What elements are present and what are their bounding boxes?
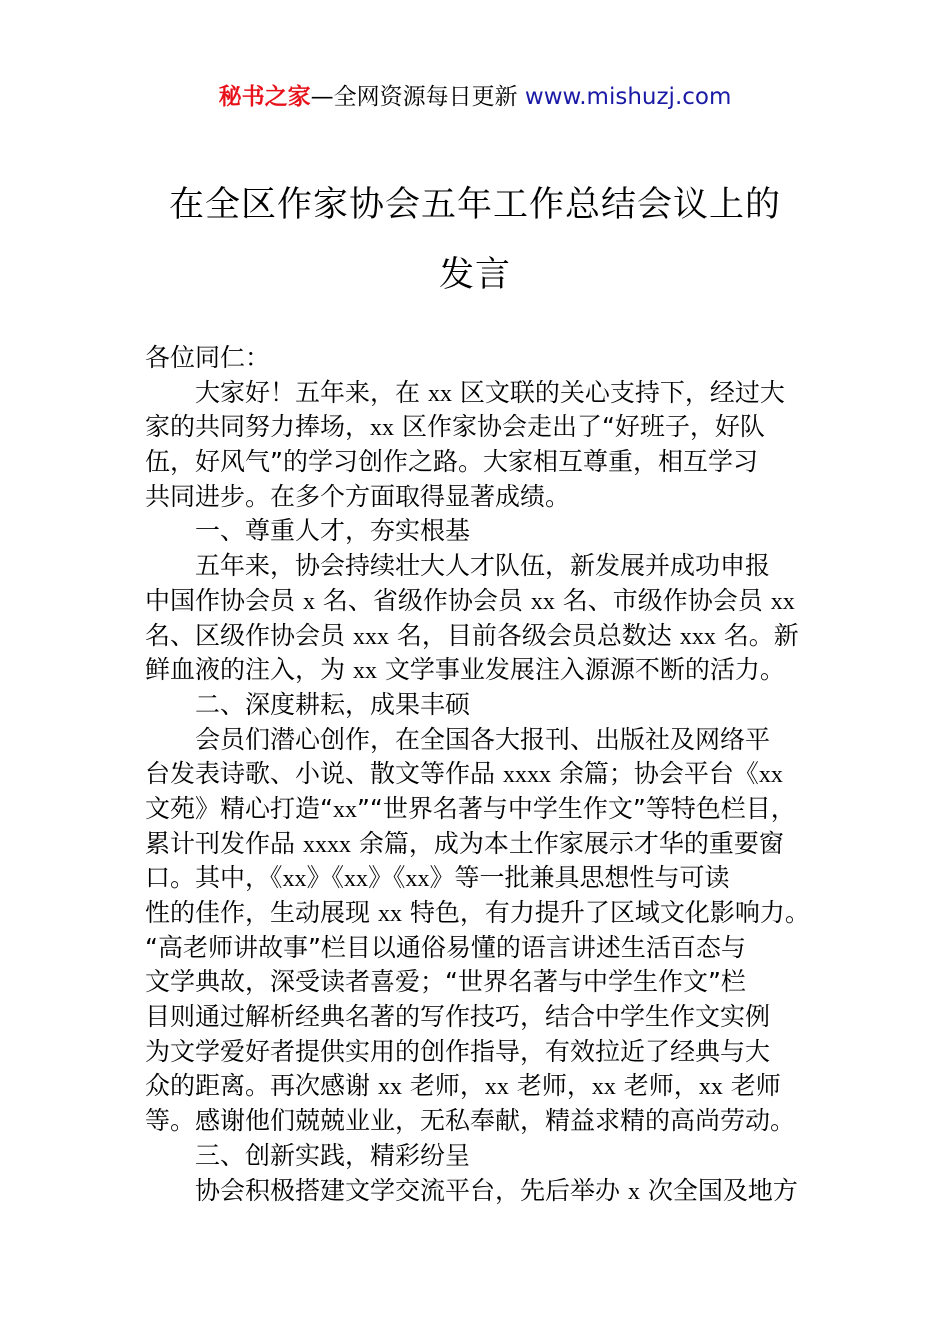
- body-text-line: 性的佳作，生动展现 xx 特色，有力提升了区域文化影响力。: [145, 898, 810, 927]
- document-title: [0, 170, 950, 310]
- body-text-line: 各位同仁：: [145, 343, 271, 372]
- title-line-2: 发言: [438, 255, 511, 295]
- body-text-line: “高老师讲故事”栏目以通俗易懂的语言讲述生活百态与: [145, 932, 746, 962]
- site-url-link[interactable]: www.mishuzj.com: [524, 84, 732, 110]
- body-text-line: 鲜血液的注入，为 xx 文学事业发展注入源源不断的活力。: [145, 655, 785, 685]
- body-text-line: 文学典故，深受读者喜爱；“世界名著与中学生作文”栏: [145, 967, 746, 997]
- body-text-line: 口。其中，《xx》《xx》《xx》等一批兼具思想性与可读: [145, 863, 730, 893]
- body-text-line: 家的共同努力捧场，xx 区作家协会走出了“好班子，好队: [145, 412, 765, 442]
- body-text-line: 协会积极搭建文学交流平台，先后举办 x 次全国及地方: [195, 1175, 798, 1205]
- body-text-line: 众的距离。再次感谢 xx 老师，xx 老师，xx 老师，xx 老师: [145, 1071, 781, 1101]
- body-text-line: 共同进步。在多个方面取得显著成绩。: [145, 481, 571, 511]
- body-text-line: 三、创新实践，精彩纷呈: [195, 1140, 471, 1170]
- header-tagline: —全网资源每日更新: [310, 84, 518, 110]
- site-header: [0, 80, 950, 114]
- body-text-line: 伍，好风气”的学习创作之路。大家相互尊重，相互学习: [145, 447, 758, 477]
- body-text-line: 中国作协会员 x 名、省级作协会员 xx 名、市级作协会员 xx: [145, 585, 795, 615]
- body-text-line: 为文学爱好者提供实用的创作指导，有效拉近了经典与大: [145, 1036, 771, 1066]
- body-text-line: 累计刊发作品 xxxx 余篇，成为本土作家展示才华的重要窗: [145, 828, 784, 858]
- body-text-line: 五年来，协会持续壮大人才队伍，新发展并成功申报: [195, 551, 771, 581]
- body-text-line: 大家好！五年来，在 xx 区文联的关心支持下，经过大: [195, 377, 785, 407]
- document-body: [145, 341, 810, 1208]
- body-text-line: 文苑》精心打造“xx”“世界名著与中学生作文”等特色栏目，: [145, 793, 796, 823]
- body-text-line: 二、深度耕耘，成果丰硕: [195, 689, 471, 719]
- body-text-line: 名、区级作协会员 xxx 名，目前各级会员总数达 xxx 名。新: [145, 620, 799, 650]
- body-text-line: 等。感谢他们兢兢业业，无私奉献，精益求精的高尚劳动。: [145, 1106, 796, 1136]
- title-line-1: 在全区作家协会五年工作总结会议上的: [168, 185, 781, 225]
- body-text-line: 一、尊重人才，夯实根基: [195, 516, 471, 546]
- body-text-line: 会员们潜心创作，在全国各大报刊、出版社及网络平: [195, 724, 771, 754]
- body-text-line: 目则通过解析经典名著的写作技巧，结合中学生作文实例: [145, 1002, 771, 1032]
- body-text-line: 台发表诗歌、小说、散文等作品 xxxx 余篇；协会平台《xx: [145, 759, 783, 789]
- brand-name: 秘书之家: [218, 84, 311, 110]
